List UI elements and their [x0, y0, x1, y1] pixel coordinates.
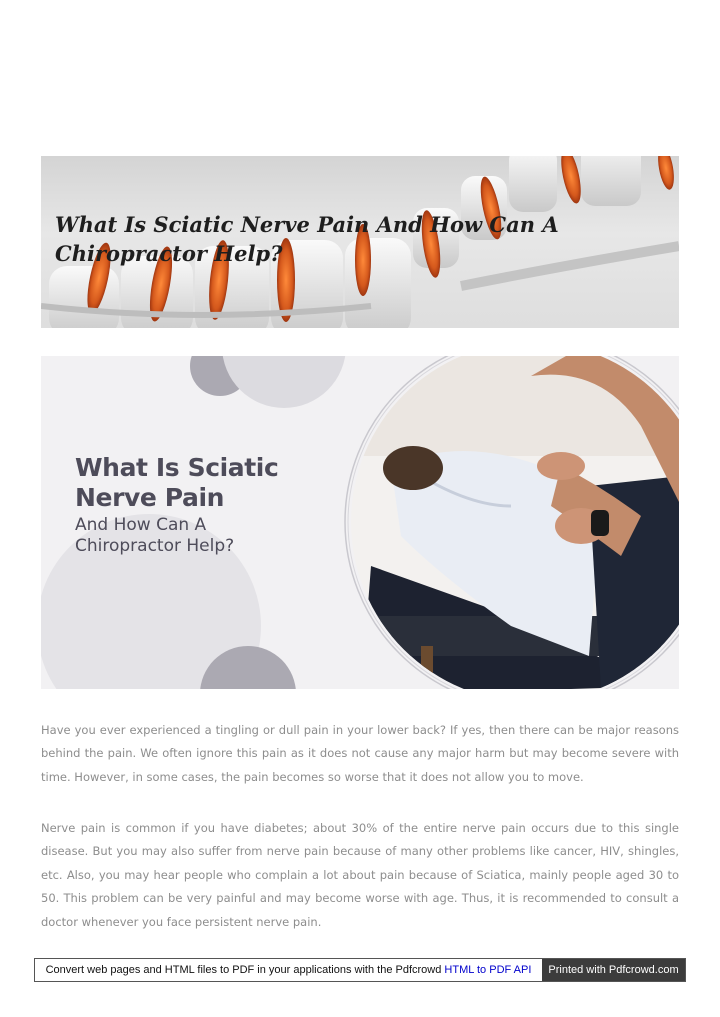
hero-title: What Is Sciatic Nerve Pain And How Can A Chiropractor Help? — [55, 212, 559, 266]
feature-subheading-line: Chiropractor Help? — [75, 536, 235, 556]
printed-with-pdfcrowd-link[interactable]: Printed with Pdfcrowd.com — [542, 959, 685, 981]
footer-promo — [35, 959, 542, 981]
feature-heading-line: Nerve Pain — [75, 483, 225, 512]
feature-subheading — [75, 515, 234, 557]
feature-heading — [75, 453, 278, 513]
article-paragraph: Nerve pain is common if you have diabetes; about 30% of the entire nerve pain occurs due to this single disease. But you may also suffer from nerve pain because of many other problems like cancer, HIV, shingles, etc. Also, you may hear people who complain a lot about pain because of Sciatica, mainly people aged 30 to 50. This problem can be very painful and may become worse with age. Thus, it is recommended to consult a doctor whenever you face persistent nerve pain. — [41, 821, 679, 929]
feature-heading-line: What Is Sciatic — [75, 453, 279, 482]
article-paragraph: Have you ever experienced a tingling or dull pain in your lower back? If yes, then there can be major reasons behind the pain. We often ignore this pain as it does not cause any major harm but may become severe with time. However, in some cases, the pain becomes so worse that it does not allow you to move. — [41, 723, 679, 784]
feature-subheading-line: And How Can A — [75, 515, 207, 535]
feature-image — [41, 356, 679, 689]
hero-banner — [41, 156, 679, 328]
html-to-pdf-api-link[interactable]: HTML to PDF API — [444, 964, 532, 976]
pdfcrowd-footer — [34, 958, 686, 982]
footer-promo-text: Convert web pages and HTML files to PDF in your applications with the Pdfcrowd — [45, 964, 442, 976]
